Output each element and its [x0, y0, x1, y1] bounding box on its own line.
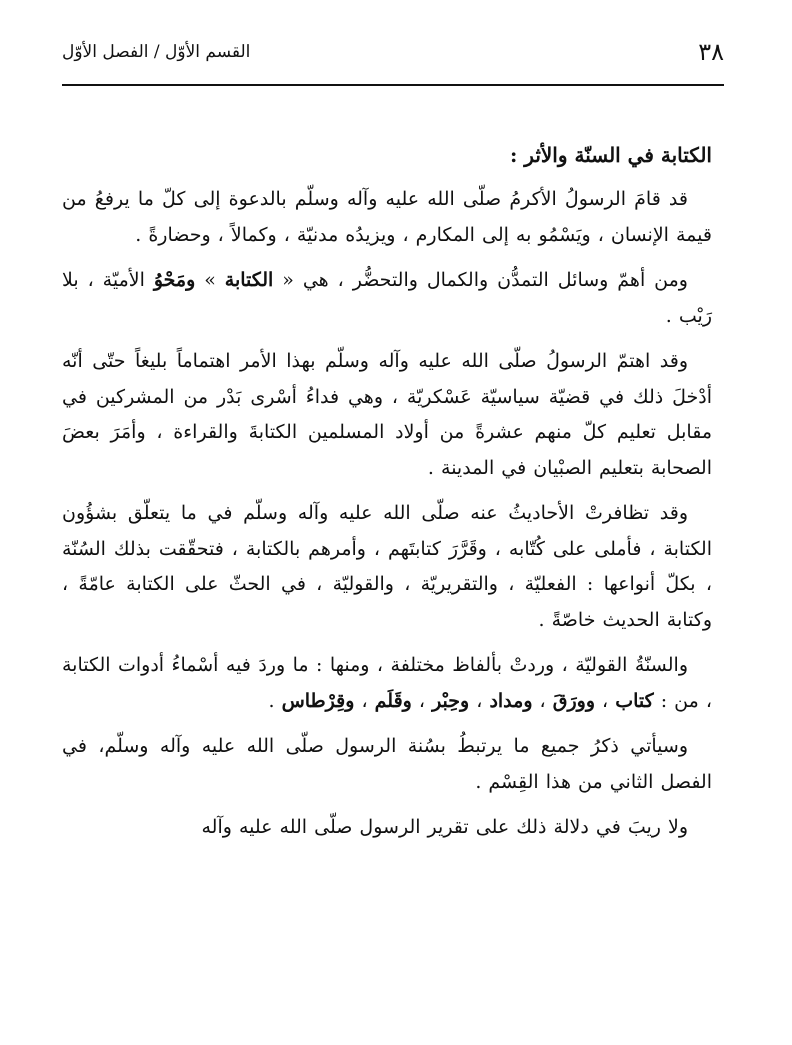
- paragraph-4: وقد تظافرتْ الأحاديثُ عنه صلّى الله عليه وآله وسلّم في ما يتعلّق بشؤُون الكتابة ، فأملى على كُتّابه ، وقَرَّرَ كتابتَهم ، وأمرهم بالكتابة ، فتحقّقت بذلك السُنّة ، بكلّ أنواعها : الفعليّة ، والتقريريّة ، والقوليّة ، في الحثّ على الكتابة عامّةً ، وكتابة الحديث خاصّةً .: [62, 502, 712, 631]
- tool-term-waraq: وورَقَ: [552, 689, 596, 712]
- bold-term-kitaba: الكتابة: [224, 269, 274, 291]
- separator: ،: [532, 689, 553, 712]
- tool-term-kitab: كتاب: [615, 689, 654, 712]
- paragraph-7: ولا ريبَ في دلالة ذلك على تقرير الرسول صلّى الله عليه وآله: [201, 816, 688, 838]
- separator: ،: [411, 689, 433, 712]
- paragraph-5: [62, 648, 712, 719]
- paragraph-2-middle: »: [195, 269, 225, 291]
- page-body: [62, 132, 712, 856]
- separator: ،: [354, 689, 375, 712]
- paragraph-3: وقد اهتمّ الرسولُ صلّى الله عليه وآله وسلّم بهذا الأمر اهتماماً بليغاً حتّى أنّه أدْخلَ ذلك في قضيّة سياسيّة عَسْكريّة ، وهي فداءُ أسْرى بَدْر من المشركين في مقابل تعليم كلّ منهم عشرةً من أولاد المسلمين الكتابةَ والقراءة ، وأمَرَ بعضَ الصحابة بتعليم الصبْيان في المدينة .: [62, 350, 712, 479]
- page-number: ٣٨: [698, 38, 724, 66]
- header-rule: [62, 84, 724, 86]
- bold-term-mahw: ومَحْوُ: [153, 269, 196, 291]
- page-header: [62, 28, 724, 72]
- separator: ،: [595, 689, 616, 712]
- separator: ،: [469, 689, 490, 712]
- paragraph-6: وسيأتي ذكرُ جميع ما يرتبطُ بسُنة الرسول صلّى الله عليه وآله وسلّم، في الفصل الثاني من هذا القِسْم .: [62, 735, 712, 793]
- paragraph-2-after: الأميّة ، بلا رَيْب .: [62, 269, 712, 327]
- section-heading: الكتابة في السنّة والأثر :: [509, 143, 712, 167]
- paragraph-2-before: ومن أهمّ وسائل التمدُّن والكمال والتحضُّر ، هي «: [273, 269, 688, 291]
- paragraph-1: قد قامَ الرسولُ الأكرمُ صلّى الله عليه وآله وسلّم بالدعوة إلى كلّ ما يرفعُ من قيمة الإنسان ، ويَسْمُو به إلى المكارم ، ويزيدُه مدنيّة ، وكمالاً ، وحضارةً .: [62, 188, 712, 246]
- tool-term-midad: ومداد: [489, 689, 533, 712]
- tool-term-qirtas: وقِرْطاس: [281, 689, 355, 712]
- paragraph-5-text: والسنّةُ القوليّة ، وردتْ بألفاظ مختلفة ، ومنها : ما وردَ فيه أسْماءُ أدوات الكتابة ، من :: [62, 654, 712, 712]
- paragraph-2: [62, 263, 712, 334]
- running-title: القسم الأوّل / الفصل الأوّل: [62, 42, 251, 62]
- tool-term-qalam: وقَلَم: [374, 689, 412, 712]
- paragraph-5-end: .: [268, 689, 282, 712]
- tool-term-hibr: وحِبْر: [432, 689, 470, 712]
